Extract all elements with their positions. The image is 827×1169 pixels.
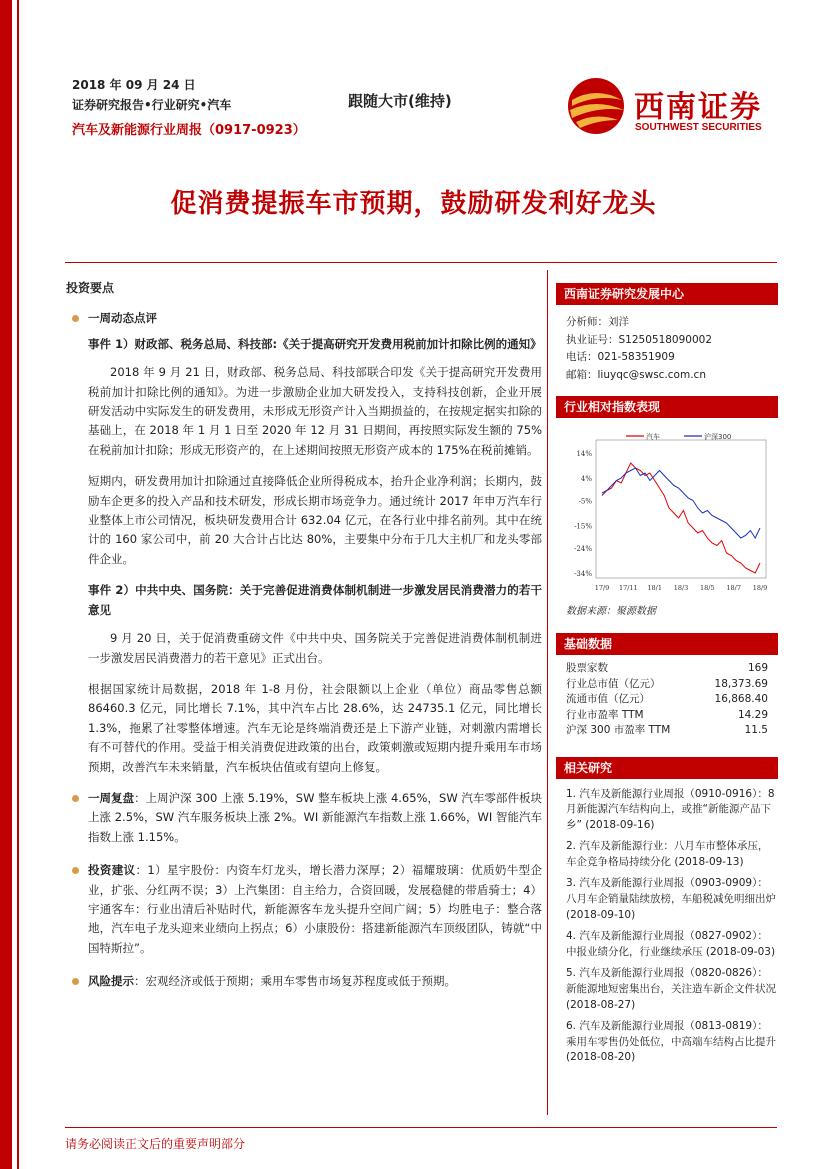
basic-data-table (556, 655, 778, 739)
footer-disclaimer: 请务必阅读正文后的重要声明部分 (65, 1137, 246, 1151)
bullet-icon (72, 315, 79, 322)
x-tick-label: 18/1 (647, 584, 662, 592)
sidebar (556, 283, 778, 1072)
x-tick-label: 17/9 (594, 584, 610, 592)
related-date: (2018-08-27) (566, 998, 636, 1011)
related-title: 2. 汽车及新能源行业：八月车市整体承压，车企竞争格局持续分化 (566, 840, 769, 868)
bullet-icon (72, 978, 79, 985)
basic-data-key: 行业市盈率 TTM (566, 708, 644, 721)
x-tick-label: 18/3 (673, 584, 689, 592)
basic-data-heading: 基础数据 (556, 633, 778, 655)
related-research-heading: 相关研究 (556, 757, 778, 779)
basic-data-key: 行业总市值（亿元） (566, 677, 661, 690)
left-red-line (17, 0, 19, 1169)
related-research-item[interactable] (556, 787, 778, 834)
analyst-license: 执业证号：S1250518090002 (566, 333, 713, 346)
y-tick-label: -5% (578, 497, 592, 506)
basic-data-row (556, 723, 778, 739)
series-line-auto (602, 463, 760, 573)
y-tick-label: 14% (576, 450, 592, 458)
x-tick-label: 18/7 (726, 584, 741, 592)
event2-paragraph-2: 根据国家统计局数据，2018 年 1-8 月份，社会限额以上企业（单位）商品零售总额 86460.3 亿元，同比增长 7.1%，其中汽车占比 28.6%，达 24735.1 亿元，同比增长 1.3%，拖累了社零整体增速。汽车无论是终端消费还是上下游产业链，对刺激内需增长有不可替代的作用。受益于相关消费促进政策的出台，政策刺激或短期内提升乘用车市场预期，改善汽车未来销量，汽车板块估值或有望向上修复。 (88, 681, 542, 774)
x-tick-label: 18/5 (700, 584, 715, 592)
basic-data-row (556, 677, 778, 693)
analyst-email[interactable]: 邮箱：liuyqc@swsc.com.cn (566, 368, 706, 381)
related-research-list (556, 779, 778, 1067)
chart-heading: 行业相对指数表现 (556, 396, 778, 418)
related-research-item[interactable] (556, 929, 778, 960)
footer-divider (65, 1127, 777, 1128)
event1-paragraph-2: 短期内，研发费用加计扣除通过直接降低企业所得税成本，抬升企业净利润；长期内，鼓励车企更多的投入产品和技术研发，形成长期市场竞争力。通过统计 2017 年申万汽车行业整体上市公司情况，板块研发费用合计 632.04 亿元，在各行业中排名前列。其中在统计的 160 家公司中，前 20 大合计占比达 80%，主要集中分布于几大主机厂和龙头零部件企业。 (88, 474, 542, 566)
related-title: 1. 汽车及新能源行业周报（0910-0916）：8 月新能源汽车结构向上，或推“新能源产品下乡” (566, 787, 775, 831)
event1-title: 事件 1）财政部、税务总局、科技部:《关于提高研究开发费用税前加计扣除比例的通知》 (88, 336, 542, 351)
basic-data-key: 流通市值（亿元） (566, 693, 650, 705)
basic-data-value: 14.29 (737, 708, 768, 721)
related-date: (2018-09-13) (674, 855, 744, 868)
y-tick-label: 4% (580, 475, 592, 483)
basic-data-row (556, 692, 778, 708)
investment-summary (66, 279, 542, 1006)
basic-data-value: 11.5 (744, 724, 768, 736)
related-title: 3. 汽车及新能源行业周报（0903-0909）：八月车企销量陆续放榜，车船税减免明细出炉 (566, 877, 776, 906)
event2-paragraph-1: 9 月 20 日，关于促消费重磅文件《中共中央、国务院关于完善促进消费体制机制进一步激发居民消费潜力的若干意见》正式出台。 (88, 631, 542, 665)
related-date: (2018-09-10) (566, 908, 636, 921)
analyst-phone: 电话：021-58351909 (566, 351, 675, 363)
left-red-bar (0, 0, 12, 1169)
related-date: (2018-09-16) (585, 818, 655, 831)
chart-svg (556, 418, 778, 608)
bullet-icon (72, 795, 79, 802)
risk-warning: 风险提示：宏观经济或低于预期；乘用车零售市场复苏程度或低于预期。 (66, 972, 542, 991)
legend-label-auto: 汽车 (646, 433, 660, 441)
related-title: 6. 汽车及新能源行业周报（0813-0819）：乘用车零售仍处低位，中高端车结构占比提升 (566, 1020, 776, 1048)
y-tick-label: -34% (574, 570, 592, 578)
series-line-hs300 (602, 468, 760, 538)
chart-frame (596, 440, 766, 578)
related-title: 5. 汽车及新能源行业周报（0820-0826）：新能源地短密集出台，关注造车新企文件状况 (566, 967, 776, 996)
y-tick-label: -24% (574, 545, 592, 553)
x-tick-label: 17/11 (618, 584, 638, 592)
bullet-icon (72, 867, 79, 874)
event1-paragraph-1: 2018 年 9 月 21 日，财政部、税务总局、科技部联合印发《关于提高研究开发费用税前加计扣除比例的通知》。为进一步激励企业加大研发投入，支持科技创新，企业开展研发活动中实际发生的研发费用，未形成无形资产计入当期损益的，在按规定据实扣除的基础上，在 2018 年 1 月 1 日至 2020 年 12 月 31 日期间，再按照实际发生额的 75%在税前加计扣除；形成无形资产的，在上述期间按照无形资产成本的 175%在税前摊销。 (88, 365, 542, 457)
related-research-item[interactable] (556, 839, 778, 870)
rating: 跟随大市(维持) (348, 92, 452, 110)
basic-data-key: 股票家数 (566, 662, 608, 674)
basic-data-value: 18,373.69 (714, 677, 768, 690)
investment-advice: 投资建议：1）星宇股份：内资车灯龙头，增长潜力深厚；2）福耀玻璃：优质奶牛型企业，扩张、分红两不误；3）上汽集团：自主给力，合资回暖，发展稳健的带盾骑士；4）宇通客车：行业出清后补贴时代，新能源客车龙头提升空间广阔；5）均胜电子：整合落地，汽车电子龙头迎来业绩向上拐点；6）小康股份：搭建新能源汽车顶级团队，铸就“中国特斯拉”。 (66, 861, 542, 958)
related-date: (2018-09-03) (705, 945, 776, 958)
weekly-review-label: 一周动态点评 (66, 309, 542, 328)
weekly-title: 汽车及新能源行业周报（0917-0923） (72, 123, 306, 138)
related-research-item[interactable] (556, 1019, 778, 1066)
basic-data-value: 16,868.40 (714, 693, 768, 705)
research-center-heading: 西南证券研究发展中心 (556, 283, 778, 305)
title-divider (65, 262, 777, 263)
basic-data-row (556, 661, 778, 677)
x-tick-label: 18/9 (752, 584, 768, 592)
logo-en-text: SOUTHWEST SECURITIES (635, 122, 762, 133)
event2-title: 事件 2）中共中央、国务院：关于完善促进消费体制机制进一步激发居民消费潜力的若干意见 (88, 583, 542, 617)
related-research-item[interactable] (556, 876, 778, 923)
chart-source: 数据来源：聚源数据 (566, 606, 656, 617)
relative-index-chart (556, 418, 778, 608)
analyst-info (556, 305, 778, 384)
report-date: 2018 年 09 月 24 日 (72, 78, 196, 92)
y-tick-label: -15% (574, 522, 592, 531)
section-heading: 投资要点 (66, 281, 115, 295)
legend-label-hs300: 沪深300 (704, 433, 732, 441)
basic-data-key: 沪深 300 市盈率 TTM (566, 724, 671, 736)
analyst-name: 分析师：刘洋 (566, 316, 629, 328)
related-date: (2018-08-20) (566, 1051, 636, 1064)
basic-data-value: 169 (747, 662, 768, 674)
related-research-item[interactable] (556, 966, 778, 1013)
column-divider (547, 270, 548, 1115)
report-type: 证券研究报告•行业研究•汽车 (72, 98, 232, 112)
related-title: 4. 汽车及新能源行业周报（0827-0902）：中报业绩分化，行业继续承压 (566, 930, 768, 958)
page-title: 促消费提振车市预期，鼓励研发利好龙头 (170, 189, 657, 219)
logo-emblem-icon (566, 76, 628, 136)
weekly-market-review: 一周复盘：上周沪深 300 上涨 5.19%，SW 整车板块上涨 4.65%，SW 汽车零部件板块上涨 2.5%，SW 汽车服务板块上涨 2%。WI 新能源汽车指数上涨 1.66%，WI 智能汽车指数上涨 1.15%。 (66, 789, 542, 847)
company-logo (566, 76, 776, 136)
logo-cn-text: 西南证券 (634, 90, 762, 125)
basic-data-row (556, 708, 778, 724)
